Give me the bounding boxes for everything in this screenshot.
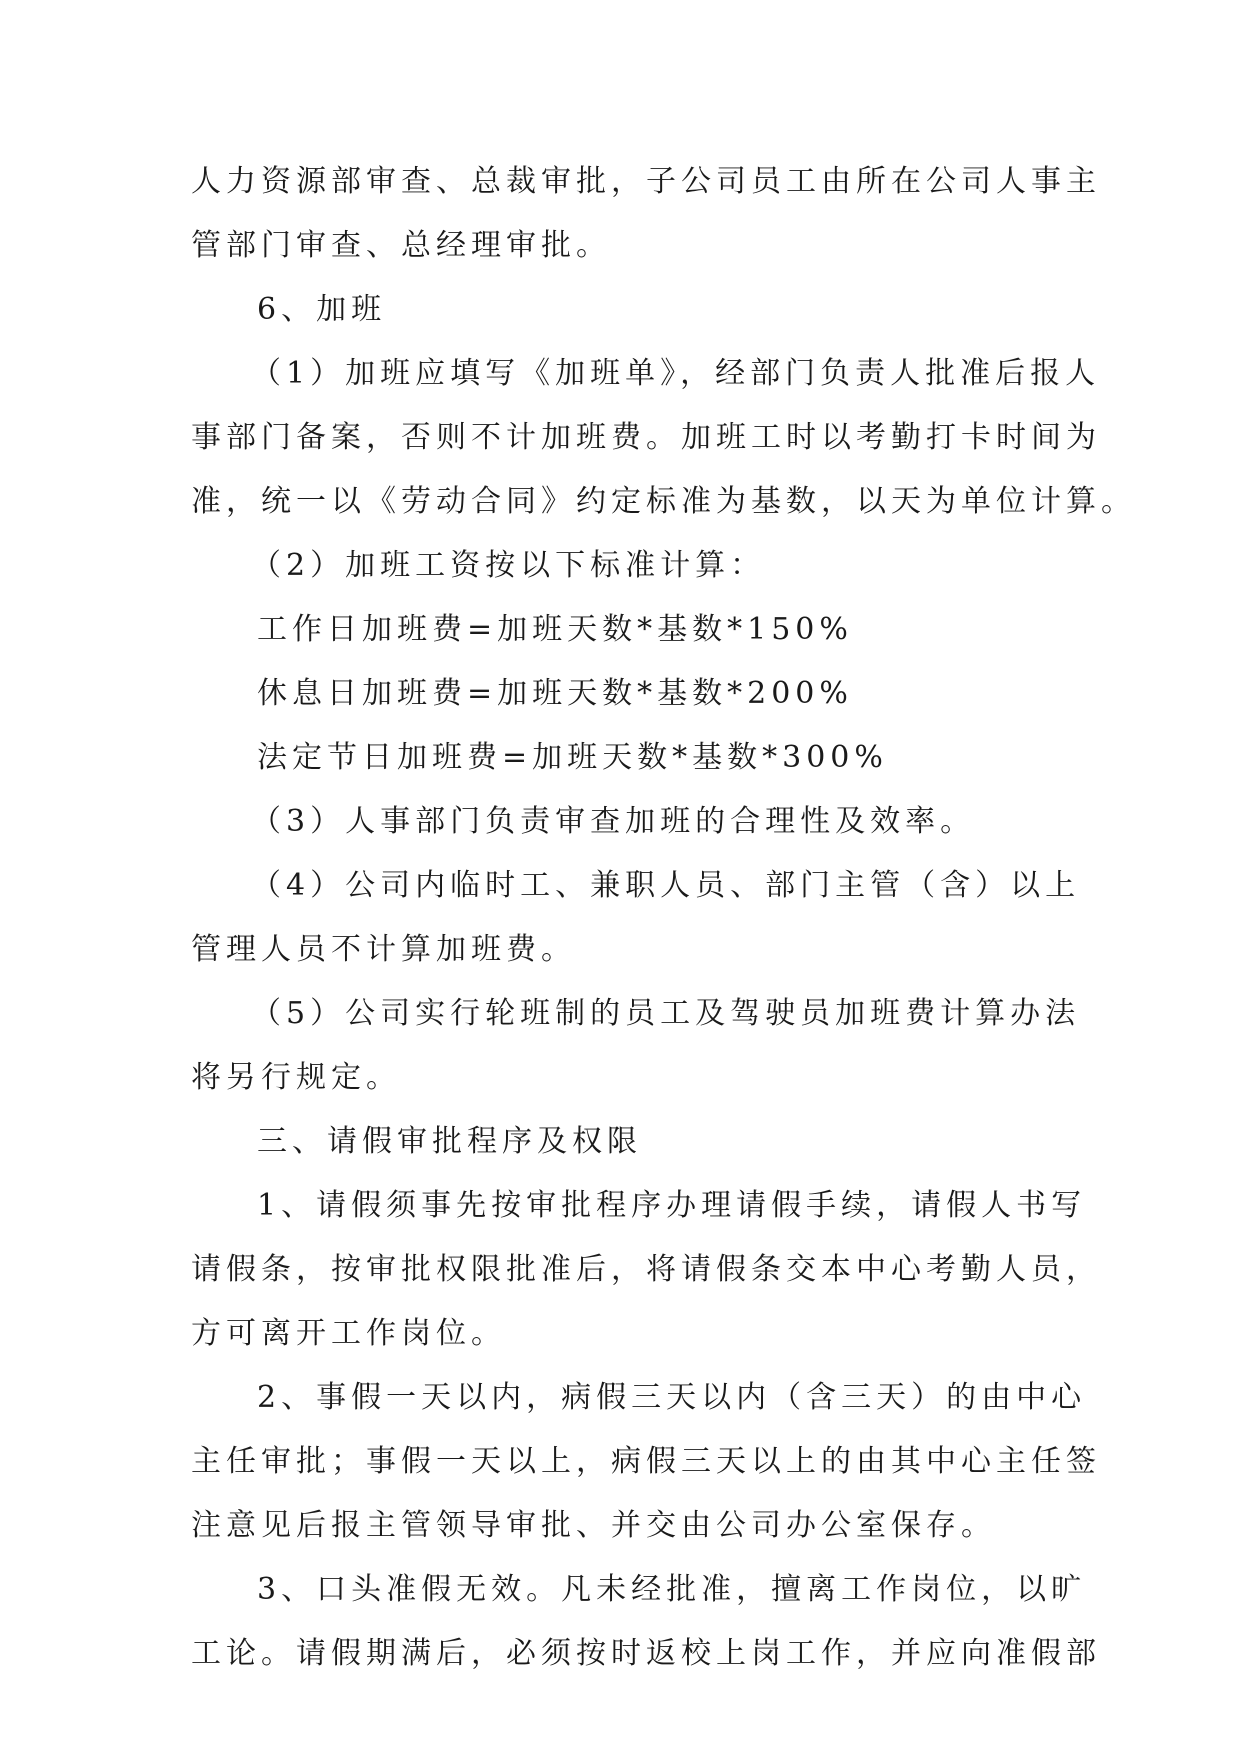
text-line: 注意见后报主管领导审批、并交由公司办公室保存。 xyxy=(191,1508,996,1543)
text-line: （2）加班工资按以下标准计算： xyxy=(251,548,766,583)
text-line: （3）人事部门负责审查加班的合理性及效率。 xyxy=(251,804,976,839)
text-line: 管部门审查、总经理审批。 xyxy=(191,228,611,263)
formula-line: 工作日加班费=加班天数*基数*150% xyxy=(257,612,853,647)
text-line: 准，统一以《劳动合同》约定标准为基数，以天为单位计算。 xyxy=(191,484,1136,519)
text-line: （1）加班应填写《加班单》，经部门负责人批准后报人 xyxy=(251,356,1101,391)
text-line: 事部门备案，否则不计加班费。加班工时以考勤打卡时间为 xyxy=(191,420,1101,455)
text-line: 方可离开工作岗位。 xyxy=(191,1316,506,1351)
text-line: 1、请假须事先按审批程序办理请假手续，请假人书写 xyxy=(257,1188,1087,1223)
text-line: 2、事假一天以内，病假三天以内（含三天）的由中心 xyxy=(257,1380,1087,1415)
text-line: 工论。请假期满后，必须按时返校上岗工作，并应向准假部 xyxy=(191,1636,1101,1671)
body-text xyxy=(191,150,1136,1686)
section-heading: 6、加班 xyxy=(257,292,387,327)
text-line: 管理人员不计算加班费。 xyxy=(191,932,576,967)
text-line: 3、口头准假无效。凡未经批准，擅离工作岗位，以旷 xyxy=(257,1572,1087,1607)
formula-line: 法定节日加班费=加班天数*基数*300% xyxy=(257,740,888,775)
text-line: （4）公司内临时工、兼职人员、部门主管（含）以上 xyxy=(251,868,1081,903)
text-line: 主任审批；事假一天以上，病假三天以上的由其中心主任签 xyxy=(191,1444,1101,1479)
formula-line: 休息日加班费=加班天数*基数*200% xyxy=(257,676,853,711)
text-line: 人力资源部审查、总裁审批，子公司员工由所在公司人事主 xyxy=(191,164,1101,199)
text-line: 将另行规定。 xyxy=(191,1060,401,1095)
text-line: 请假条，按审批权限批准后，将请假条交本中心考勤人员， xyxy=(191,1252,1101,1287)
section-heading: 三、请假审批程序及权限 xyxy=(257,1124,642,1159)
text-line: （5）公司实行轮班制的员工及驾驶员加班费计算办法 xyxy=(251,996,1081,1031)
